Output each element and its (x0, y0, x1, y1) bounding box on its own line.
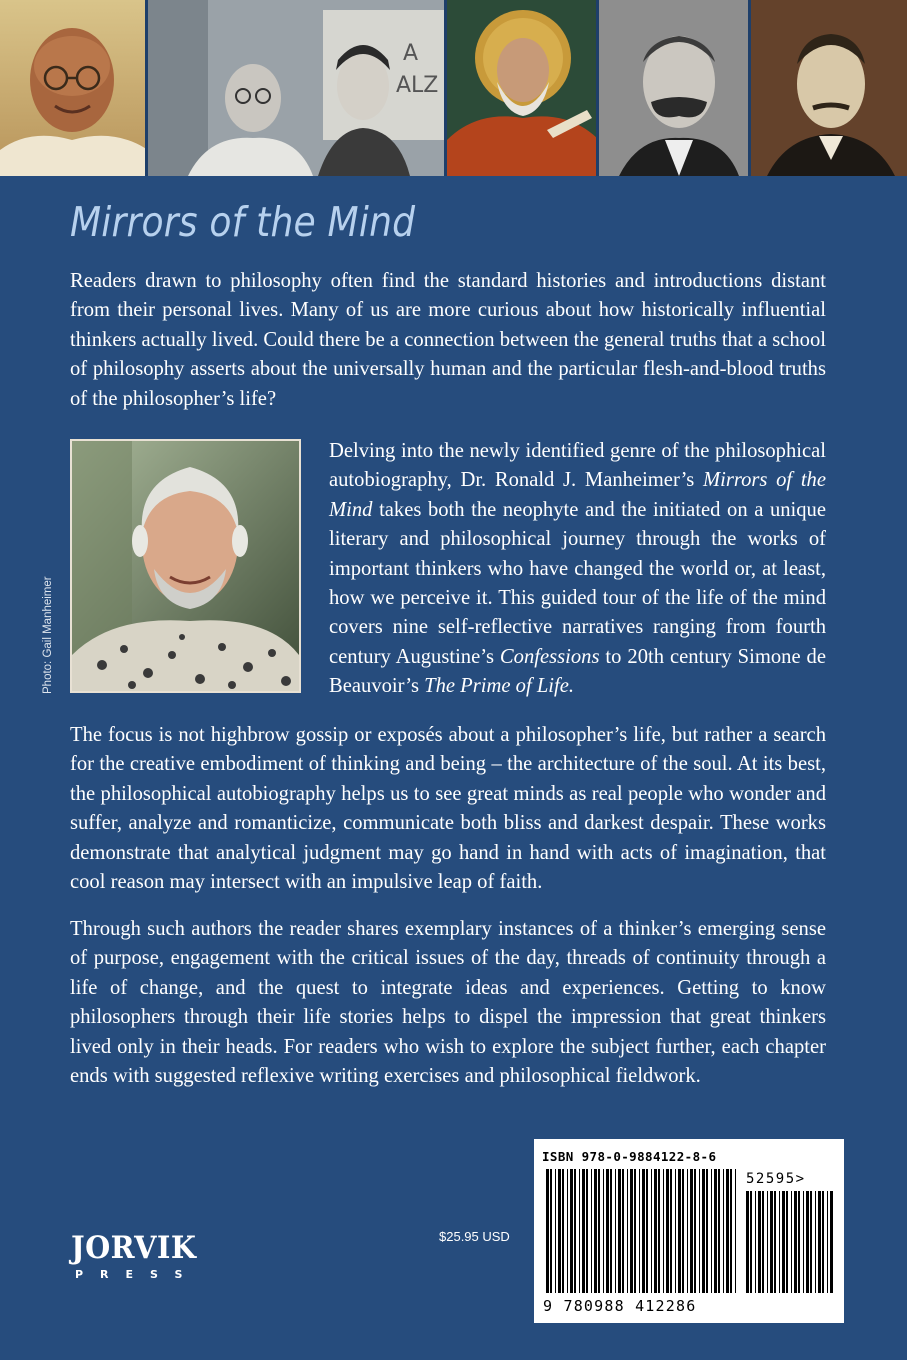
portrait-jung (751, 0, 907, 176)
portrait-nietzsche (599, 0, 751, 176)
para2-italic-book-title: Mirrors of the Mind (329, 469, 826, 521)
barcode-bars (534, 1139, 844, 1323)
portrait-sartre-and-beauvoir (148, 0, 447, 176)
portrait-augustine (447, 0, 599, 176)
description-paragraph-4: Through such authors the reader shares exemplary instances of a thinker’s emerging sense of purpose, engagement with the critical issues of the day, threads of continuity through a life of change, and the quest to integrate ideas and experiences. Getting to know philosophers through their life stories helps to dispel the impression that great thinkers lived only in their heads. For readers who wish to explore the subject further, each chapter ends with suggested reflexive writing exercises and philosophical fieldwork. (70, 918, 826, 1088)
para2-text-c: takes both the neophyte and the initiated on a unique literary and philosophical journey through the works of important thinkers who have changed the world or, at least, how we perceive it. This guided tour of the life of the mind covers nine self-reflective narratives ranging from fourth century Augustine’s (329, 498, 826, 668)
para2-italic-confessions: Confessions (499, 645, 600, 668)
publisher-logo (71, 1232, 231, 1281)
ean-number: 9 780988 412286 (543, 1297, 697, 1315)
author-photo (70, 439, 301, 693)
para2-text-a: Delving into the newly identified genre of the philosophical autobiography, Dr. Ronald J. Manheimer’s (329, 440, 826, 492)
svg-text:ALZ: ALZ (396, 73, 439, 98)
isbn-addon: 52595> (746, 1171, 806, 1187)
description-paragraph-2 (329, 437, 826, 702)
photo-credit: Photo: Gail Manheimer (42, 576, 54, 694)
book-title: Mirrors of the Mind (70, 198, 416, 246)
description-paragraph-1: Readers drawn to philosophy often find the standard histories and introductions distant from their personal lives. Many of us are more curious about how historically influential thinkers actually lived. Could there be a connection between the general truths that a school of philosophy asserts about the universally human and the particular flesh-and-blood truths of the philosopher’s life? (70, 270, 826, 410)
para2-italic-prime-of-life: The Prime of Life. (424, 675, 575, 698)
para2-text-e: to 20th century Simone de Beauvoir’s (329, 645, 826, 698)
portrait-gandhi (0, 0, 148, 176)
isbn-label: ISBN 978-0-9884122-8-6 (542, 1149, 717, 1164)
svg-text:A: A (403, 41, 419, 66)
publisher-name: JORVIK (71, 1230, 197, 1266)
portrait-strip (0, 0, 907, 176)
isbn-barcode (534, 1139, 844, 1323)
publisher-sub: PRESS (75, 1268, 200, 1281)
price: $25.95 USD (439, 1229, 510, 1244)
description-paragraph-3: The focus is not highbrow gossip or exposés about a philosopher’s life, but rather a search for the creative embodiment of thinking and being – the architecture of the soul. At its best, the philosophical autobiography helps us to see great minds as real people who wonder and suffer, analyze and romanticize, communicate both bliss and darkest despair. These works demonstrate that analytical judgment may go hand in hand with acts of imagination, that cool reason may intersect with an impulsive leap of faith. (70, 724, 826, 894)
